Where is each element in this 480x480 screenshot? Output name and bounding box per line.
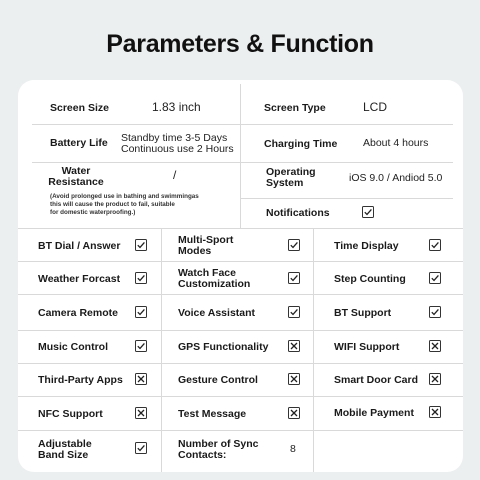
water-resistance-label-line2: Resistance xyxy=(48,176,104,188)
feature-third-party-label: Third-Party Apps xyxy=(38,374,123,386)
check-icon xyxy=(362,206,374,218)
notifications-label: Notifications xyxy=(266,207,330,219)
cross-icon xyxy=(288,407,300,419)
water-resistance-value: / xyxy=(173,168,177,182)
page-title: Parameters & Function xyxy=(106,30,374,58)
screen-type-label: Screen Type xyxy=(264,102,326,114)
check-icon xyxy=(135,239,147,251)
feature-step-counting-label: Step Counting xyxy=(334,273,406,285)
check-icon xyxy=(429,272,441,284)
feature-sync-contacts-value: 8 xyxy=(290,443,296,455)
water-resistance-label-line1: Water xyxy=(61,165,91,177)
feature-gesture-label: Gesture Control xyxy=(178,374,258,386)
feature-watch-face-label-line1: Watch Face xyxy=(178,267,236,279)
check-icon xyxy=(288,239,300,251)
charging-time-value: About 4 hours xyxy=(363,137,429,149)
cross-icon xyxy=(288,373,300,385)
charging-time-label: Charging Time xyxy=(264,138,338,150)
check-icon xyxy=(288,306,300,318)
feature-mobile-payment-label: Mobile Payment xyxy=(334,407,414,419)
feature-multi-sport-label-line2: Modes xyxy=(178,245,212,257)
feature-multi-sport-label-line1: Multi-Sport xyxy=(178,234,234,246)
check-icon xyxy=(135,340,147,352)
operating-system-label-line2: System xyxy=(266,177,304,189)
operating-system-label-line1: Operating xyxy=(266,166,316,178)
feature-bt-dial-label: BT Dial / Answer xyxy=(38,240,121,252)
battery-life-value-line1: Standby time 3-5 Days xyxy=(121,132,228,144)
check-icon xyxy=(429,306,441,318)
cross-icon xyxy=(135,373,147,385)
cross-icon xyxy=(429,406,441,418)
feature-wifi-label: WIFI Support xyxy=(334,341,400,353)
check-icon xyxy=(135,272,147,284)
feature-bt-support-label: BT Support xyxy=(334,307,392,319)
feature-band-size-label-line2: Band Size xyxy=(38,449,89,461)
check-icon xyxy=(135,306,147,318)
feature-test-message-label: Test Message xyxy=(178,408,247,420)
screen-type-value: LCD xyxy=(363,100,388,114)
feature-camera-remote-label: Camera Remote xyxy=(38,307,118,319)
feature-weather-label: Weather Forcast xyxy=(38,273,121,285)
cross-icon xyxy=(288,340,300,352)
water-resistance-note-line3: for domestic waterproofing.) xyxy=(50,209,136,216)
cross-icon xyxy=(135,407,147,419)
feature-gps-label: GPS Functionality xyxy=(178,341,269,353)
check-icon xyxy=(288,272,300,284)
feature-voice-assistant-label: Voice Assistant xyxy=(178,307,256,319)
water-resistance-note-line2: this will cause the product to fail, suitable xyxy=(50,201,175,208)
feature-time-display-label: Time Display xyxy=(334,240,399,252)
feature-watch-face-label-line2: Customization xyxy=(178,278,251,290)
feature-smart-door-label: Smart Door Card xyxy=(334,374,419,386)
feature-band-size-label-line1: Adjustable xyxy=(38,438,92,450)
feature-sync-contacts-label-line1: Number of Sync xyxy=(178,438,259,450)
operating-system-value: iOS 9.0 / Andiod 5.0 xyxy=(349,172,443,184)
spec-panel xyxy=(18,80,463,472)
battery-life-label: Battery Life xyxy=(50,137,108,149)
screen-size-label: Screen Size xyxy=(50,102,109,114)
water-resistance-note-line1: (Avoid prolonged use in bathing and swimmingas xyxy=(50,193,199,200)
battery-life-value-line2: Continuous use 2 Hours xyxy=(121,143,234,155)
screen-size-value: 1.83 inch xyxy=(152,100,201,114)
feature-nfc-label: NFC Support xyxy=(38,408,103,420)
check-icon xyxy=(429,239,441,251)
feature-sync-contacts-label-line2: Contacts: xyxy=(178,449,227,461)
cross-icon xyxy=(429,373,441,385)
cross-icon xyxy=(429,340,441,352)
check-icon xyxy=(135,442,147,454)
feature-music-control-label: Music Control xyxy=(38,341,108,353)
